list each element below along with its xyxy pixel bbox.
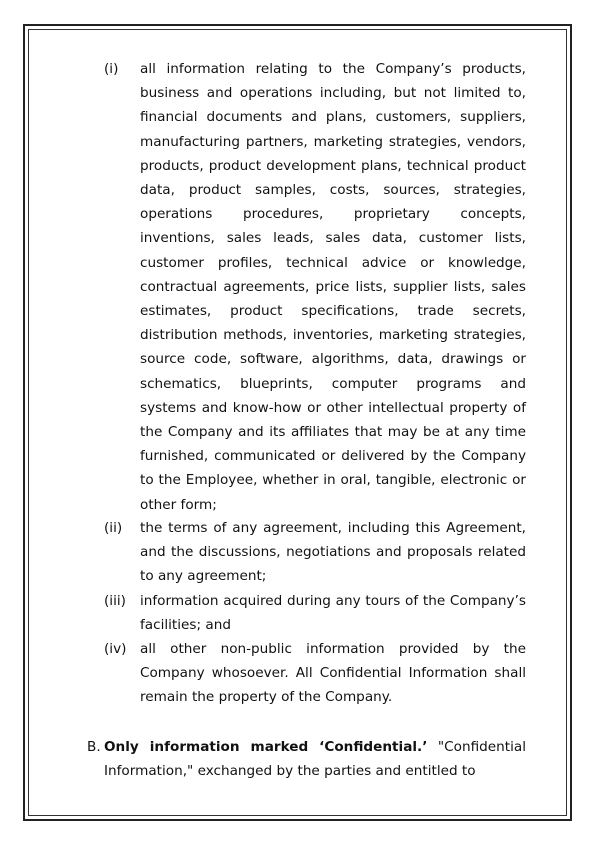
list-item-iv <box>104 637 526 710</box>
list-item-text: all information relating to the Company’s products, business and operations including, but not limited to, financial documents and plans, customers, suppliers, manufacturing partners, marketing strategies, vendors, products, product development plans, technical product data, product samples, costs, sources, strategies, operations procedures, proprietary concepts, inventions, sales leads, sales data, customer lists, customer profiles, technical advice or knowledge, contractual agreements, price lists, supplier lists, sales estimates, product specifications, trade secrets, distribution methods, inventories, marketing strategies, source code, software, algorithms, data, drawings or schematics, blueprints, computer programs and systems and know-how or other intellectual property of the Company and its affiliates that may be at any time furnished, communicated or delivered by the Company to the Employee, whether in oral, tangible, electronic or other form; <box>140 61 526 513</box>
list-item-label: (ii) <box>104 520 123 536</box>
list-item-label: (iv) <box>104 641 127 657</box>
section-heading: Only information marked ‘Confidential.’ <box>104 739 428 755</box>
list-item-i <box>104 57 526 517</box>
list-item-label: (iii) <box>104 593 126 609</box>
section-body <box>104 735 526 783</box>
section-text: "Confidential Information," exchanged by the parties and entitled to <box>104 739 526 780</box>
list-item-text: all other non-public information provided by the Company whosoever. All Confidential Information shall remain the property of the Company. <box>140 641 526 706</box>
list-item-ii <box>104 516 526 589</box>
section-b <box>87 735 526 783</box>
list-item-iii <box>104 589 526 637</box>
list-item-text: information acquired during any tours of the Company’s facilities; and <box>140 593 526 634</box>
list-item-text: the terms of any agreement, including this Agreement, and the discussions, negotiations and proposals related to any agreement; <box>140 520 526 585</box>
list-item-label: (i) <box>104 61 119 77</box>
section-label: B. <box>87 739 101 755</box>
